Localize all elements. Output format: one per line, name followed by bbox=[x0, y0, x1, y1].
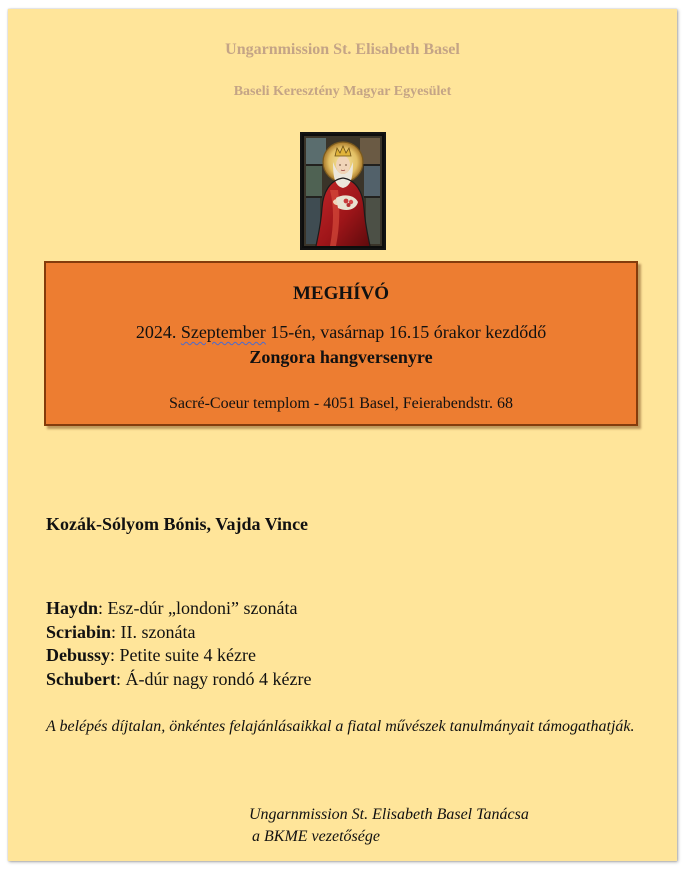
performers: Kozák-Sólyom Bónis, Vajda Vince bbox=[46, 514, 309, 534]
admission-note: A belépés díjtalan, önkéntes felajánlásaikkal a fiatal művészek tanulmányait támogathatják. bbox=[46, 718, 635, 735]
program-work: : Á-dúr nagy rondó 4 kézre bbox=[116, 668, 312, 689]
program-item bbox=[46, 668, 311, 692]
signature bbox=[249, 804, 529, 848]
event-date-suffix: 15-én, vasárnap 16.15 órakor kezdődő bbox=[265, 322, 547, 342]
signature-line-2: a BKME vezetősége bbox=[252, 828, 380, 845]
event-date-prefix: 2024. bbox=[135, 322, 181, 342]
event-date bbox=[46, 322, 636, 343]
event-date-month: Szeptember bbox=[180, 322, 266, 342]
organization-name: Ungarnmission St. Elisabeth Basel bbox=[225, 41, 460, 58]
concert-program bbox=[46, 597, 311, 691]
program-item bbox=[46, 597, 311, 621]
program-work: : II. szonáta bbox=[111, 621, 196, 642]
event-name: Zongora hangversenyre bbox=[249, 347, 433, 367]
program-work: : Esz-dúr „londoni” szonáta bbox=[98, 598, 298, 618]
program-composer: Schubert bbox=[46, 668, 117, 689]
program-item bbox=[46, 644, 311, 668]
invitation-box bbox=[44, 261, 638, 426]
saint-elisabeth-stained-glass-icon bbox=[300, 132, 386, 250]
association-name: Baseli Keresztény Magyar Egyesület bbox=[233, 84, 452, 99]
invitation-page bbox=[8, 9, 677, 861]
program-item bbox=[46, 621, 311, 645]
event-venue: Sacré-Coeur templom - 4051 Basel, Feierabendstr. 68 bbox=[169, 395, 513, 412]
program-composer: Scriabin bbox=[46, 621, 112, 642]
program-work: : Petite suite 4 kézre bbox=[110, 645, 256, 665]
signature-line-1: Ungarnmission St. Elisabeth Basel Tanácsa bbox=[249, 806, 529, 823]
program-composer: Debussy bbox=[46, 645, 111, 665]
program-composer: Haydn bbox=[46, 598, 99, 618]
invitation-title: MEGHÍVÓ bbox=[292, 283, 390, 304]
